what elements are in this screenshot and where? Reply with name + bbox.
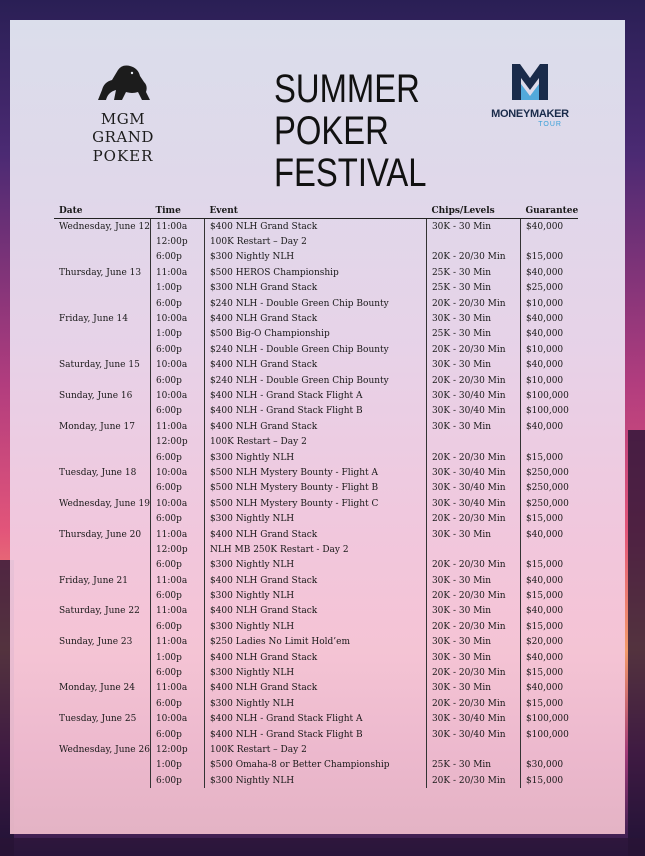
- cell-date: [54, 342, 150, 357]
- mgm-grand-poker-logo: [68, 60, 178, 166]
- cell-guarantee: $40,000: [520, 681, 578, 696]
- cell-chips: 30K - 30/40 Min: [426, 727, 520, 742]
- cell-guarantee: $40,000: [520, 419, 578, 434]
- cell-event: $300 Nightly NLH: [204, 250, 426, 265]
- cell-date: [54, 234, 150, 249]
- cell-event: $500 HEROS Championship: [204, 265, 426, 280]
- cell-guarantee: $40,000: [520, 527, 578, 542]
- cell-chips: 30K - 30/40 Min: [426, 496, 520, 511]
- table-row: [54, 758, 578, 773]
- table-row: [54, 434, 578, 449]
- cell-time: 6:00p: [150, 404, 204, 419]
- table-row: [54, 712, 578, 727]
- cell-date: [54, 404, 150, 419]
- cell-guarantee: $15,000: [520, 511, 578, 526]
- schedule-table: [54, 204, 578, 788]
- cell-time: 6:00p: [150, 511, 204, 526]
- cell-chips: 25K - 30 Min: [426, 758, 520, 773]
- cell-chips: [426, 234, 520, 249]
- cell-date: [54, 327, 150, 342]
- cell-chips: [426, 434, 520, 449]
- cell-chips: 20K - 20/30 Min: [426, 296, 520, 311]
- cell-chips: 20K - 20/30 Min: [426, 511, 520, 526]
- cell-chips: 20K - 20/30 Min: [426, 696, 520, 711]
- cell-guarantee: $250,000: [520, 496, 578, 511]
- title-line-1: SUMMER: [274, 67, 420, 111]
- cell-date: Wednesday, June 12: [59, 221, 150, 232]
- cell-guarantee: $15,000: [520, 696, 578, 711]
- cell-event: $300 Nightly NLH: [204, 619, 426, 634]
- table-row: [54, 542, 578, 557]
- cell-date: Friday, June 21: [59, 575, 129, 586]
- cell-event: $250 Ladies No Limit Hold’em: [204, 635, 426, 650]
- cell-time: 11:00a: [150, 573, 204, 588]
- cell-guarantee: $15,000: [520, 588, 578, 603]
- table-row: [54, 296, 578, 311]
- cell-time: 12:00p: [150, 542, 204, 557]
- moneymaker-m-icon: [508, 60, 552, 104]
- cell-event: $400 NLH - Grand Stack Flight B: [204, 727, 426, 742]
- cell-time: 11:00a: [150, 527, 204, 542]
- cell-time: 10:00a: [150, 388, 204, 403]
- cell-time: 10:00a: [150, 358, 204, 373]
- cell-event: $500 Omaha-8 or Better Championship: [204, 758, 426, 773]
- cell-chips: 30K - 30/40 Min: [426, 404, 520, 419]
- table-row: [54, 358, 578, 373]
- cell-event: $400 NLH Grand Stack: [204, 604, 426, 619]
- cell-chips: 20K - 20/30 Min: [426, 342, 520, 357]
- table-row: [54, 311, 578, 326]
- cell-guarantee: $40,000: [520, 604, 578, 619]
- cell-chips: 30K - 30 Min: [426, 681, 520, 696]
- cell-event: $400 NLH - Grand Stack Flight B: [204, 404, 426, 419]
- cell-time: 6:00p: [150, 296, 204, 311]
- cell-time: 6:00p: [150, 696, 204, 711]
- cell-date: [54, 727, 150, 742]
- cell-guarantee: $30,000: [520, 758, 578, 773]
- cell-date: [54, 281, 150, 296]
- cell-date: [54, 250, 150, 265]
- mgm-logo-line2: POKER: [92, 147, 154, 165]
- cell-time: 10:00a: [150, 311, 204, 326]
- cell-chips: 20K - 20/30 Min: [426, 773, 520, 788]
- table-row: [54, 573, 578, 588]
- cell-date: Sunday, June 23: [59, 637, 133, 648]
- cell-guarantee: $15,000: [520, 450, 578, 465]
- cell-guarantee: $25,000: [520, 281, 578, 296]
- cell-chips: 30K - 30 Min: [426, 358, 520, 373]
- cell-guarantee: $15,000: [520, 619, 578, 634]
- cell-date: [54, 773, 150, 788]
- table-row: [54, 450, 578, 465]
- table-header-row: [54, 204, 578, 219]
- table-row: [54, 281, 578, 296]
- cell-guarantee: $15,000: [520, 250, 578, 265]
- cell-date: Monday, June 24: [59, 683, 136, 694]
- table-row: [54, 727, 578, 742]
- cell-guarantee: $40,000: [520, 219, 578, 235]
- table-row: [54, 527, 578, 542]
- column-header-event: Event: [204, 204, 426, 219]
- cell-event: $400 NLH Grand Stack: [204, 311, 426, 326]
- cell-date: [54, 481, 150, 496]
- cell-event: 100K Restart – Day 2: [204, 234, 426, 249]
- table-row: [54, 327, 578, 342]
- cell-date: [54, 758, 150, 773]
- cell-time: 6:00p: [150, 481, 204, 496]
- cell-event: $400 NLH Grand Stack: [204, 358, 426, 373]
- cell-guarantee: $15,000: [520, 773, 578, 788]
- cell-time: 6:00p: [150, 250, 204, 265]
- table-row: [54, 373, 578, 388]
- page-title: [274, 67, 427, 195]
- cell-time: 6:00p: [150, 773, 204, 788]
- cell-guarantee: [520, 542, 578, 557]
- cell-chips: 30K - 30 Min: [426, 635, 520, 650]
- table-row: [54, 250, 578, 265]
- cell-guarantee: $100,000: [520, 712, 578, 727]
- cell-date: [54, 558, 150, 573]
- cell-chips: 30K - 30/40 Min: [426, 465, 520, 480]
- cell-time: 6:00p: [150, 342, 204, 357]
- cell-chips: 20K - 20/30 Min: [426, 373, 520, 388]
- table-row: [54, 619, 578, 634]
- cell-date: Thursday, June 13: [59, 267, 142, 278]
- cell-date: [54, 665, 150, 680]
- cell-chips: 30K - 30 Min: [426, 527, 520, 542]
- cell-event: $240 NLH - Double Green Chip Bounty: [204, 373, 426, 388]
- cell-event: $240 NLH - Double Green Chip Bounty: [204, 296, 426, 311]
- cell-chips: 20K - 20/30 Min: [426, 619, 520, 634]
- cell-time: 1:00p: [150, 281, 204, 296]
- cell-event: $400 NLH - Grand Stack Flight A: [204, 388, 426, 403]
- table-row: [54, 219, 578, 235]
- shoreline: [0, 838, 645, 856]
- table-row: [54, 558, 578, 573]
- cell-time: 10:00a: [150, 496, 204, 511]
- cell-event: $300 Nightly NLH: [204, 450, 426, 465]
- cell-time: 10:00a: [150, 465, 204, 480]
- cell-event: $300 Nightly NLH: [204, 588, 426, 603]
- table-row: [54, 404, 578, 419]
- cell-time: 1:00p: [150, 758, 204, 773]
- cell-chips: 25K - 30 Min: [426, 327, 520, 342]
- cell-chips: 20K - 20/30 Min: [426, 250, 520, 265]
- schedule-body: [54, 219, 578, 789]
- cell-guarantee: $40,000: [520, 327, 578, 342]
- column-header-date: Date: [54, 204, 150, 219]
- cell-guarantee: [520, 742, 578, 757]
- cell-guarantee: $20,000: [520, 635, 578, 650]
- cell-guarantee: $15,000: [520, 665, 578, 680]
- table-row: [54, 681, 578, 696]
- cell-time: 6:00p: [150, 588, 204, 603]
- cell-chips: 30K - 30 Min: [426, 573, 520, 588]
- cell-guarantee: $40,000: [520, 650, 578, 665]
- cell-chips: 20K - 20/30 Min: [426, 665, 520, 680]
- table-row: [54, 588, 578, 603]
- lion-icon: [92, 60, 154, 106]
- cell-time: 11:00a: [150, 265, 204, 280]
- cell-date: Sunday, June 16: [59, 390, 133, 401]
- cell-event: $500 Big-O Championship: [204, 327, 426, 342]
- cell-date: Wednesday, June 26: [59, 744, 150, 755]
- cell-event: $300 Nightly NLH: [204, 558, 426, 573]
- table-row: [54, 465, 578, 480]
- cell-time: 11:00a: [150, 681, 204, 696]
- cell-time: 11:00a: [150, 419, 204, 434]
- cell-guarantee: [520, 434, 578, 449]
- cell-chips: [426, 542, 520, 557]
- cell-date: Saturday, June 15: [59, 360, 140, 371]
- cell-date: Friday, June 14: [59, 314, 129, 325]
- cell-date: Monday, June 17: [59, 421, 136, 432]
- column-header-chips: Chips/Levels: [426, 204, 520, 219]
- moneymaker-logo-line2: TOUR: [538, 121, 562, 128]
- cell-date: Saturday, June 22: [59, 606, 140, 617]
- table-row: [54, 696, 578, 711]
- cell-chips: 30K - 30 Min: [426, 419, 520, 434]
- cell-event: 100K Restart – Day 2: [204, 434, 426, 449]
- cell-date: Thursday, June 20: [59, 529, 142, 540]
- title-line-2: POKER: [274, 109, 389, 153]
- title-line-3: FESTIVAL: [274, 151, 427, 195]
- table-row: [54, 265, 578, 280]
- cell-time: 1:00p: [150, 650, 204, 665]
- cell-date: Tuesday, June 25: [59, 714, 137, 725]
- cell-event: $400 NLH Grand Stack: [204, 527, 426, 542]
- cell-event: $300 Nightly NLH: [204, 773, 426, 788]
- cell-event: $300 NLH Grand Stack: [204, 281, 426, 296]
- cell-chips: 30K - 30 Min: [426, 650, 520, 665]
- table-row: [54, 342, 578, 357]
- table-row: [54, 496, 578, 511]
- mgm-logo-line1: MGM GRAND: [92, 110, 154, 146]
- cell-chips: 30K - 30/40 Min: [426, 712, 520, 727]
- cell-guarantee: $250,000: [520, 465, 578, 480]
- cell-chips: 30K - 30 Min: [426, 219, 520, 235]
- table-row: [54, 773, 578, 788]
- cell-date: Tuesday, June 18: [59, 467, 137, 478]
- cell-chips: 30K - 30/40 Min: [426, 388, 520, 403]
- cell-event: $300 Nightly NLH: [204, 696, 426, 711]
- cell-event: $400 NLH Grand Stack: [204, 650, 426, 665]
- cell-chips: 25K - 30 Min: [426, 265, 520, 280]
- cell-guarantee: [520, 234, 578, 249]
- cell-date: [54, 619, 150, 634]
- cell-date: [54, 450, 150, 465]
- cell-event: $400 NLH Grand Stack: [204, 573, 426, 588]
- cell-time: 11:00a: [150, 604, 204, 619]
- cell-date: [54, 511, 150, 526]
- table-row: [54, 234, 578, 249]
- cell-chips: 20K - 20/30 Min: [426, 558, 520, 573]
- cell-time: 6:00p: [150, 727, 204, 742]
- cell-guarantee: $10,000: [520, 373, 578, 388]
- schedule-sheet: [10, 20, 625, 834]
- cell-date: [54, 542, 150, 557]
- cell-date: [54, 650, 150, 665]
- cell-chips: 30K - 30 Min: [426, 604, 520, 619]
- cell-event: $400 NLH Grand Stack: [204, 219, 426, 235]
- cell-date: [54, 296, 150, 311]
- cell-date: [54, 373, 150, 388]
- table-row: [54, 511, 578, 526]
- table-row: [54, 388, 578, 403]
- cell-date: [54, 696, 150, 711]
- cell-chips: [426, 742, 520, 757]
- column-header-time: Time: [150, 204, 204, 219]
- cell-guarantee: $40,000: [520, 311, 578, 326]
- cell-guarantee: $250,000: [520, 481, 578, 496]
- cell-time: 11:00a: [150, 219, 204, 235]
- cell-guarantee: $40,000: [520, 265, 578, 280]
- cell-event: $400 NLH Grand Stack: [204, 419, 426, 434]
- moneymaker-tour-logo: [490, 60, 570, 128]
- table-row: [54, 650, 578, 665]
- cell-event: $500 NLH Mystery Bounty - Flight B: [204, 481, 426, 496]
- cell-date: [54, 588, 150, 603]
- cell-event: $400 NLH Grand Stack: [204, 681, 426, 696]
- table-row: [54, 419, 578, 434]
- cell-time: 6:00p: [150, 665, 204, 680]
- cell-time: 10:00a: [150, 712, 204, 727]
- cell-chips: 20K - 20/30 Min: [426, 588, 520, 603]
- cell-time: 6:00p: [150, 558, 204, 573]
- cell-time: 12:00p: [150, 434, 204, 449]
- table-row: [54, 742, 578, 757]
- cell-guarantee: $10,000: [520, 342, 578, 357]
- cell-event: 100K Restart – Day 2: [204, 742, 426, 757]
- cell-guarantee: $40,000: [520, 358, 578, 373]
- cell-time: 6:00p: [150, 450, 204, 465]
- table-row: [54, 481, 578, 496]
- cell-time: 11:00a: [150, 635, 204, 650]
- table-row: [54, 635, 578, 650]
- cell-event: $300 Nightly NLH: [204, 511, 426, 526]
- cell-event: $240 NLH - Double Green Chip Bounty: [204, 342, 426, 357]
- cell-date: [54, 434, 150, 449]
- cell-time: 1:00p: [150, 327, 204, 342]
- column-header-guarantee: Guarantee: [520, 204, 578, 219]
- cell-event: $300 Nightly NLH: [204, 665, 426, 680]
- cell-guarantee: $40,000: [520, 573, 578, 588]
- cell-chips: 30K - 30/40 Min: [426, 481, 520, 496]
- cell-time: 6:00p: [150, 619, 204, 634]
- moneymaker-logo-line1: MONEYMAKER: [491, 108, 569, 120]
- table-row: [54, 604, 578, 619]
- cell-guarantee: $100,000: [520, 388, 578, 403]
- cell-time: 12:00p: [150, 742, 204, 757]
- cell-chips: 25K - 30 Min: [426, 281, 520, 296]
- cell-time: 12:00p: [150, 234, 204, 249]
- cell-event: $500 NLH Mystery Bounty - Flight C: [204, 496, 426, 511]
- cell-guarantee: $100,000: [520, 727, 578, 742]
- cell-guarantee: $15,000: [520, 558, 578, 573]
- cell-guarantee: $100,000: [520, 404, 578, 419]
- cell-time: 6:00p: [150, 373, 204, 388]
- cell-guarantee: $10,000: [520, 296, 578, 311]
- cell-chips: 30K - 30 Min: [426, 311, 520, 326]
- cell-event: $400 NLH - Grand Stack Flight A: [204, 712, 426, 727]
- cell-chips: 20K - 20/30 Min: [426, 450, 520, 465]
- cell-date: Wednesday, June 19: [59, 498, 150, 509]
- cell-event: NLH MB 250K Restart - Day 2: [204, 542, 426, 557]
- palm-trunk-right: [628, 430, 645, 856]
- table-row: [54, 665, 578, 680]
- cell-event: $500 NLH Mystery Bounty - Flight A: [204, 465, 426, 480]
